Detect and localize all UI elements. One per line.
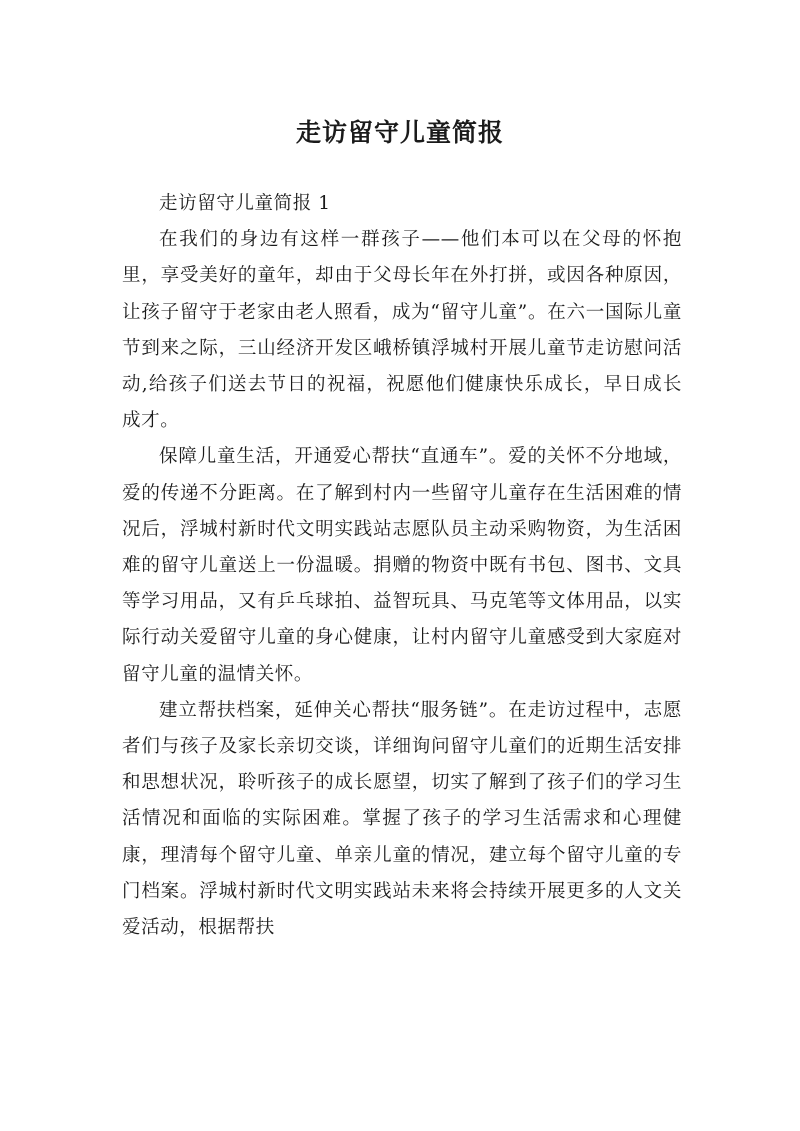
section-subheading: 走访留守儿童简报 1 [159, 193, 331, 214]
document-title: 走访留守儿童简报 [295, 117, 504, 147]
paragraph-assistance-records: 建立帮扶档案，延伸关心帮扶“服务链”。在走访过程中，志愿者们与孩子及家长亲切交谈，详细询问留守儿童们的近期生活安排和思想状况，聆听孩子的成长愿望，切实了解到了孩子们的学习生活情况和面临的实际困难。掌握了孩子的学习生活需求和心理健康，理清每个留守儿童、单亲儿童的情况，建立每个留守儿童的专门档案。浮城村新时代文明实践站未来将会持续开展更多的人文关爱活动，根据帮扶 [122, 699, 682, 939]
paragraph-living-support: 保障儿童生活，开通爱心帮扶“直通车”。爱的关怀不分地域，爱的传递不分距离。在了解到村内一些留守儿童存在生活困难的情况后，浮城村新时代文明实践站志愿队员主动采购物资，为生活困难的留守儿童送上一份温暖。捐赠的物资中既有书包、图书、文具等学习用品，又有乒乓球拍、益智玩具、马克笔等文体用品，以实际行动关爱留守儿童的身心健康，让村内留守儿童感受到大家庭对留守儿童的温情关怀。 [122, 446, 682, 685]
document-body [122, 186, 682, 946]
paragraph-intro: 在我们的身边有这样一群孩子——他们本可以在父母的怀抱里，享受美好的童年，却由于父母长年在外打拼，或因各种原因，让孩子留守于老家由老人照看，成为“留守儿童”。在六一国际儿童节到来之际，三山经济开发区峨桥镇浮城村开展儿童节走访慰问活动,给孩子们送去节日的祝福，祝愿他们健康快乐成长，早日成长成才。 [122, 229, 682, 432]
